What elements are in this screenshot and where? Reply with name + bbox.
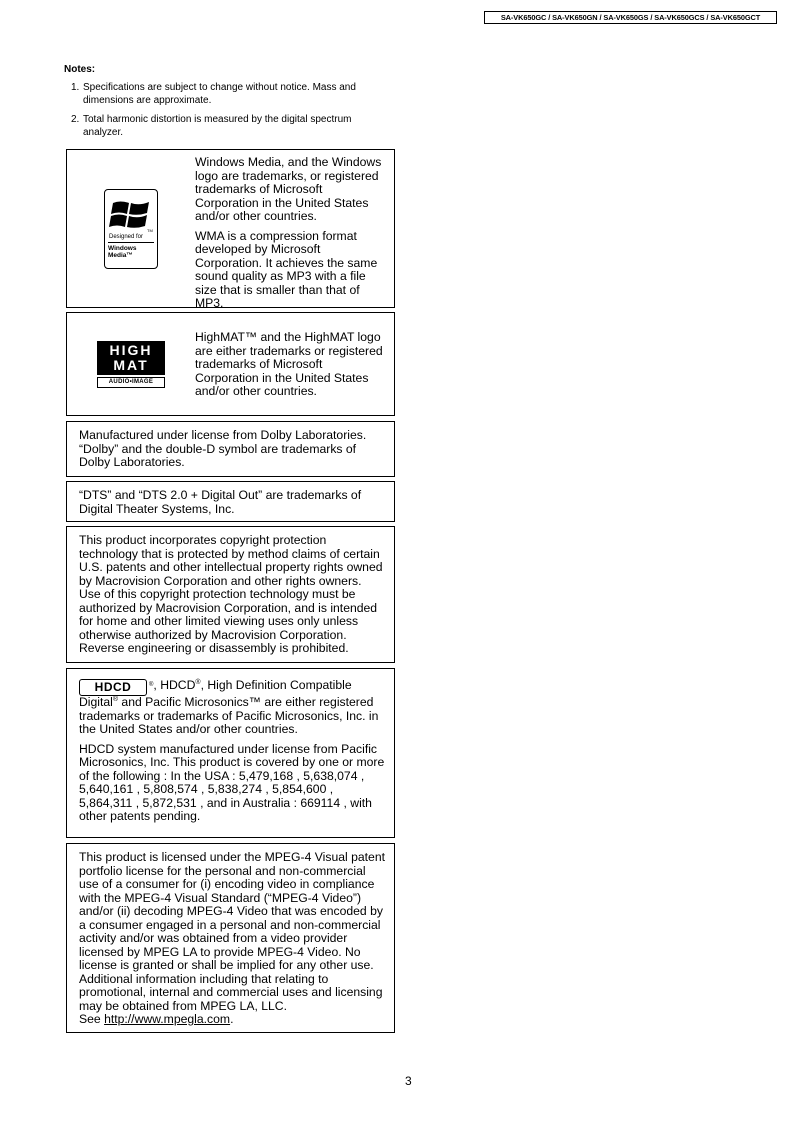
hdcd-text-b: , High Definition Compatible Digital	[79, 678, 352, 709]
highmat-logo-line2: MAT	[113, 356, 149, 373]
highmat-notice	[66, 312, 395, 416]
macrovision-notice	[66, 526, 395, 663]
see-label: See	[79, 1012, 105, 1026]
windows-media-notice	[66, 149, 395, 308]
registered-mark: ®	[112, 695, 119, 703]
registered-mark: ®	[149, 682, 154, 688]
note-text: Specifications are subject to change without notice. Mass and dimensions are approximate.	[83, 81, 356, 106]
note-item	[64, 113, 394, 140]
windows-media-logo-area	[67, 150, 195, 307]
note-number: 1.	[71, 81, 80, 93]
windows-flag-icon	[109, 197, 153, 233]
note-number: 2.	[71, 113, 80, 125]
highmat-trademark-paragraph: HighMAT™ and the HighMAT logo are either trademarks or registered trademarks of Microsoft Corporation in the United States and/or other countries.	[195, 330, 383, 398]
registered-mark: ®	[195, 678, 201, 686]
mpegla-link[interactable]: http://www.mpegla.com	[104, 1012, 231, 1026]
page-number: 3	[405, 1074, 412, 1088]
highmat-text	[195, 313, 394, 415]
highmat-logo-subtitle: AUDIO•IMAGE	[97, 377, 165, 388]
wma-description-paragraph: WMA is a compression format developed by Microsoft Corporation. It achieves the same sound quality as MP3 with a file size that is smaller than that of MP3.	[195, 228, 378, 310]
note-text: Total harmonic distortion is measured by the digital spectrum analyzer.	[83, 113, 352, 138]
dts-notice	[66, 481, 395, 522]
windows-trademark-paragraph: Windows Media, and the Windows logo are trademarks, or registered trademarks of Microsoft Corporation in the United States and/or other countries.	[195, 155, 382, 223]
dolby-trademark-paragraph: Manufactured under license from Dolby Laboratories. “Dolby” and the double-D symbol are trademarks of Dolby Laboratories.	[79, 428, 367, 469]
note-item	[64, 81, 394, 108]
windows-media-text	[195, 150, 394, 310]
windows-media-label: Windows Media™	[108, 242, 154, 260]
highmat-logo	[97, 341, 165, 388]
notes-title: Notes:	[64, 64, 96, 75]
highmat-logo-area	[67, 313, 195, 415]
highmat-logo-mark	[97, 341, 165, 375]
model-header: SA-VK650GC / SA-VK650GN / SA-VK650GS / SA-VK650GCS / SA-VK650GCT	[484, 11, 777, 24]
notes-section	[64, 63, 394, 145]
hdcd-trademark-paragraph	[79, 679, 386, 737]
hdcd-text-c: and Pacific Microsonics™ are either registered trademarks or trademarks of Pacific Microsonics, Inc. in the United States and/or other countries.	[79, 695, 379, 736]
hdcd-notice	[66, 668, 395, 838]
hdcd-text-a: , HDCD	[153, 678, 196, 692]
svg-text:TM: TM	[147, 227, 153, 233]
designed-for-label: Designed for	[109, 233, 144, 240]
mpeg4-notice	[66, 843, 395, 1033]
hdcd-logo: HDCD	[79, 679, 147, 696]
macrovision-paragraph: This product incorporates copyright protection technology that is protected by method claims of certain U.S. patents and other intellectual property rights owned by Macrovision Corporation and other rights owners. Use of this copyright protection technology must be authorized by Macrovision Corporation, and is intended for home and other limited viewing uses only unless otherwise authorized by Macrovision Corporation. Reverse engineering or disassembly is prohibited.	[79, 533, 383, 655]
link-suffix: .	[230, 1012, 234, 1026]
mpeg4-license-paragraph: This product is licensed under the MPEG-4 Visual patent portfolio license for the personal and non-commercial use of a consumer for (i) encoding video in compliance with the MPEG-4 Visual Standard (“MPEG-4 Video”) and/or (ii) decoding MPEG-4 Video that was encoded by a consumer engaged in a personal and non-commercial activity and/or was obtained from a video provider licensed by MPEG LA to provide MPEG-4 Video. No license is granted or shall be implied for any other use. Additional information including that relating to promotional, internal and commercial uses and licensing may be obtained from MPEG LA, LLC.	[79, 850, 385, 1013]
dts-trademark-paragraph: “DTS” and “DTS 2.0 + Digital Out” are trademarks of Digital Theater Systems, Inc.	[79, 488, 362, 516]
windows-media-logo	[104, 189, 158, 269]
hdcd-license-paragraph: HDCD system manufactured under license from Pacific Microsonics, Inc. This product is covered by one or more of the following : In the USA : 5,479,168 , 5,638,074 , 5,640,161 , 5,808,574 , 5,838,274 , 5,854,600 , 5,864,311 , 5,872,531 , and in Australia : 669114 , with other patents pending.	[79, 741, 385, 823]
dolby-notice	[66, 421, 395, 477]
mpeg4-see-line	[79, 1013, 386, 1027]
highmat-logo-line1: HIGH	[109, 341, 153, 358]
